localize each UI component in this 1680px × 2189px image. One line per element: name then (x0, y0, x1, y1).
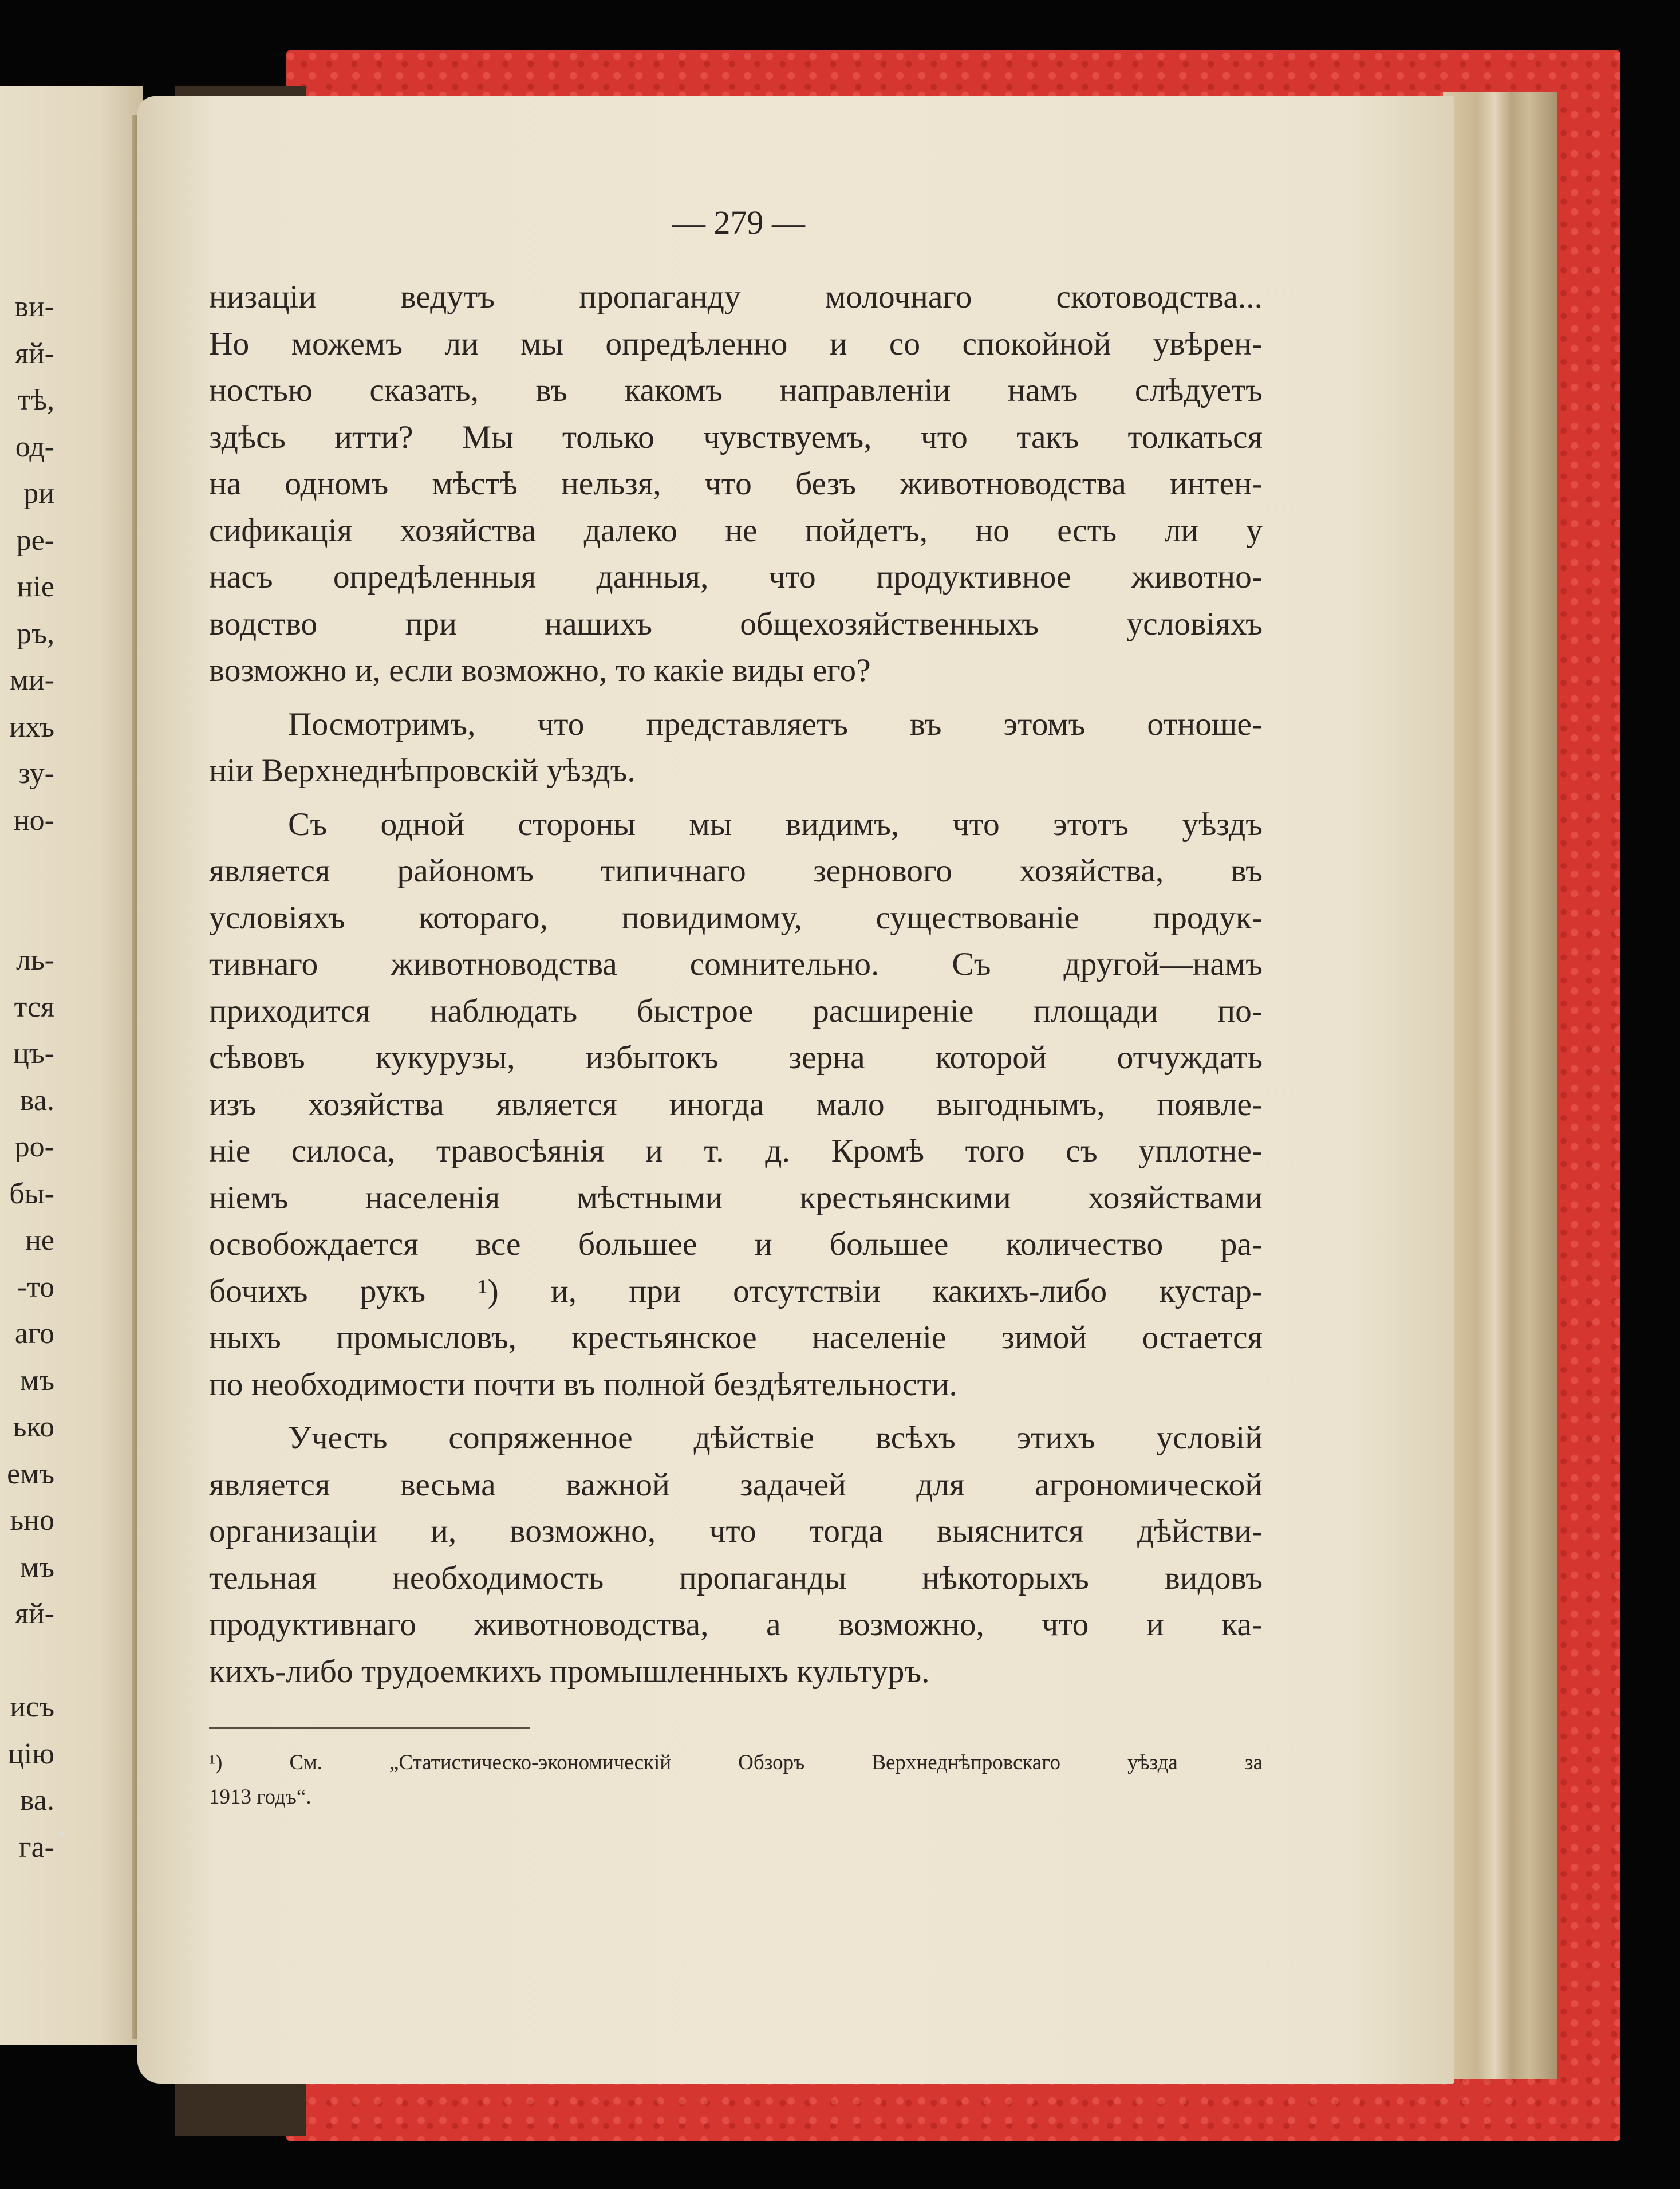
text-line: сификація хозяйства далеко не пойдетъ, но есть ли у (209, 512, 1263, 549)
left-page-line: ва. (20, 1786, 54, 1816)
left-page-line: бы- (9, 1179, 54, 1209)
text-line: ностью сказать, въ какомъ направленіи намъ слѣдуетъ (209, 372, 1263, 408)
text-line: низаціи ведутъ пропаганду молочнаго скотоводства... (209, 279, 1263, 315)
left-page-line: ьно (10, 1506, 54, 1536)
text-line: ніе силоса, травосѣянія и т. д. Кромѣ того съ уплотне- (209, 1133, 1263, 1169)
text-line: условіяхъ котораго, повидимому, существованіе продук- (209, 899, 1263, 936)
text-line: ніи Верхнеднѣпровскій уѣздъ. (209, 753, 636, 789)
left-page-line: мъ (20, 1552, 54, 1582)
text-line: водство при нашихъ общехозяйственныхъ условіяхъ (209, 605, 1263, 642)
left-page-line: яй- (14, 338, 54, 369)
text-line: бочихъ рукъ ¹) и, при отсутствіи какихъ-либо кустар- (209, 1273, 1263, 1309)
left-page-line: ре- (16, 525, 54, 556)
left-page-line: га- (19, 1832, 54, 1863)
left-page-line: мъ (20, 1365, 54, 1396)
text-line: приходится наблюдать быстрое расширеніе площади по- (209, 993, 1263, 1029)
left-page-line: ми- (9, 666, 54, 695)
footnote-separator (209, 1727, 530, 1729)
left-page-line: ніе (17, 572, 54, 602)
left-page-line: ро- (14, 1132, 54, 1162)
left-page-line: аго (14, 1319, 54, 1349)
left-page-line: ль- (16, 946, 54, 975)
text-line: по необходимости почти въ полной бездѣятельности. (209, 1366, 957, 1403)
text-line: сѣвовъ кукурузы, избытокъ зерна которой отчуждать (209, 1040, 1263, 1076)
text-line: на одномъ мѣстѣ нельзя, что безъ животноводства интен- (209, 466, 1263, 502)
left-page-line: не (25, 1226, 54, 1255)
text-line: Посмотримъ, что представляетъ въ этомъ отноше- (288, 706, 1263, 742)
left-page-line: но- (13, 805, 54, 836)
left-page-line: -то (17, 1272, 54, 1302)
text-line: является райономъ типичнаго зернового хозяйства, въ (209, 853, 1263, 889)
left-page-line: исъ (10, 1692, 54, 1722)
text-line: освобождается все большее и большее количество ра- (209, 1226, 1263, 1262)
text-line: кихъ-либо трудоемкихъ промышленныхъ культуръ. (209, 1653, 930, 1690)
left-page-line: яй- (14, 1599, 54, 1629)
footnote-line: 1913 годъ“. (209, 1785, 311, 1809)
left-page-line: ри (23, 479, 54, 509)
text-line: Съ одной стороны мы видимъ, что этотъ уѣздъ (288, 806, 1263, 842)
left-page-line: тѣ, (18, 385, 54, 415)
text-line: Учесть сопряженное дѣйствіе всѣхъ этихъ условій (288, 1420, 1263, 1456)
left-page-line: цію (7, 1739, 54, 1769)
left-page-line: ва. (20, 1085, 54, 1116)
left-page-line: ихъ (9, 712, 54, 742)
text-line: ніемъ населенія мѣстными крестьянскими хозяйствами (209, 1179, 1263, 1216)
text-line: является весьма важной задачей для агрономической (209, 1466, 1263, 1503)
text-line: тивнаго животноводства сомнительно. Съ другой—намъ (209, 946, 1263, 982)
text-line: организаціи и, возможно, что тогда выяснится дѣйстви- (209, 1513, 1263, 1549)
left-page-line: ръ, (17, 619, 54, 649)
speck (59, 1831, 64, 1836)
body-text (209, 274, 1263, 1695)
page-number: — 279 — (672, 204, 805, 241)
left-page-line: ви- (14, 292, 54, 322)
left-page-line: зу- (18, 759, 54, 789)
text-line: тельная необходимость пропаганды нѣкоторыхъ видовъ (209, 1560, 1263, 1596)
page-edges (1443, 92, 1557, 2079)
text-line: возможно и, если возможно, то какіе виды его? (209, 652, 871, 688)
text-line: продуктивнаго животноводства, а возможно, что и ка- (209, 1607, 1263, 1643)
footnote-line: ¹) См. „Статистическо-экономическій Обзоръ Верхнеднѣпровскаго уѣзда за (209, 1751, 1263, 1774)
text-line: ныхъ промысловъ, крестьянское населеніе зимой остается (209, 1320, 1263, 1356)
text-line: насъ опредѣленныя данныя, что продуктивное животно- (209, 559, 1263, 595)
left-page-line: емъ (7, 1459, 54, 1489)
left-page-line: од- (15, 432, 54, 462)
text-line: Но можемъ ли мы опредѣленно и со спокойной увѣрен- (209, 325, 1263, 362)
left-page-line: ько (13, 1412, 54, 1442)
footnote (209, 1746, 1263, 1814)
text-line: здѣсь итти? Мы только чувствуемъ, что такъ толкаться (209, 419, 1263, 455)
left-page-line: цъ- (13, 1039, 54, 1069)
left-page-line: тся (14, 992, 54, 1022)
text-line: изъ хозяйства является иногда мало выгоднымъ, появле- (209, 1086, 1263, 1123)
